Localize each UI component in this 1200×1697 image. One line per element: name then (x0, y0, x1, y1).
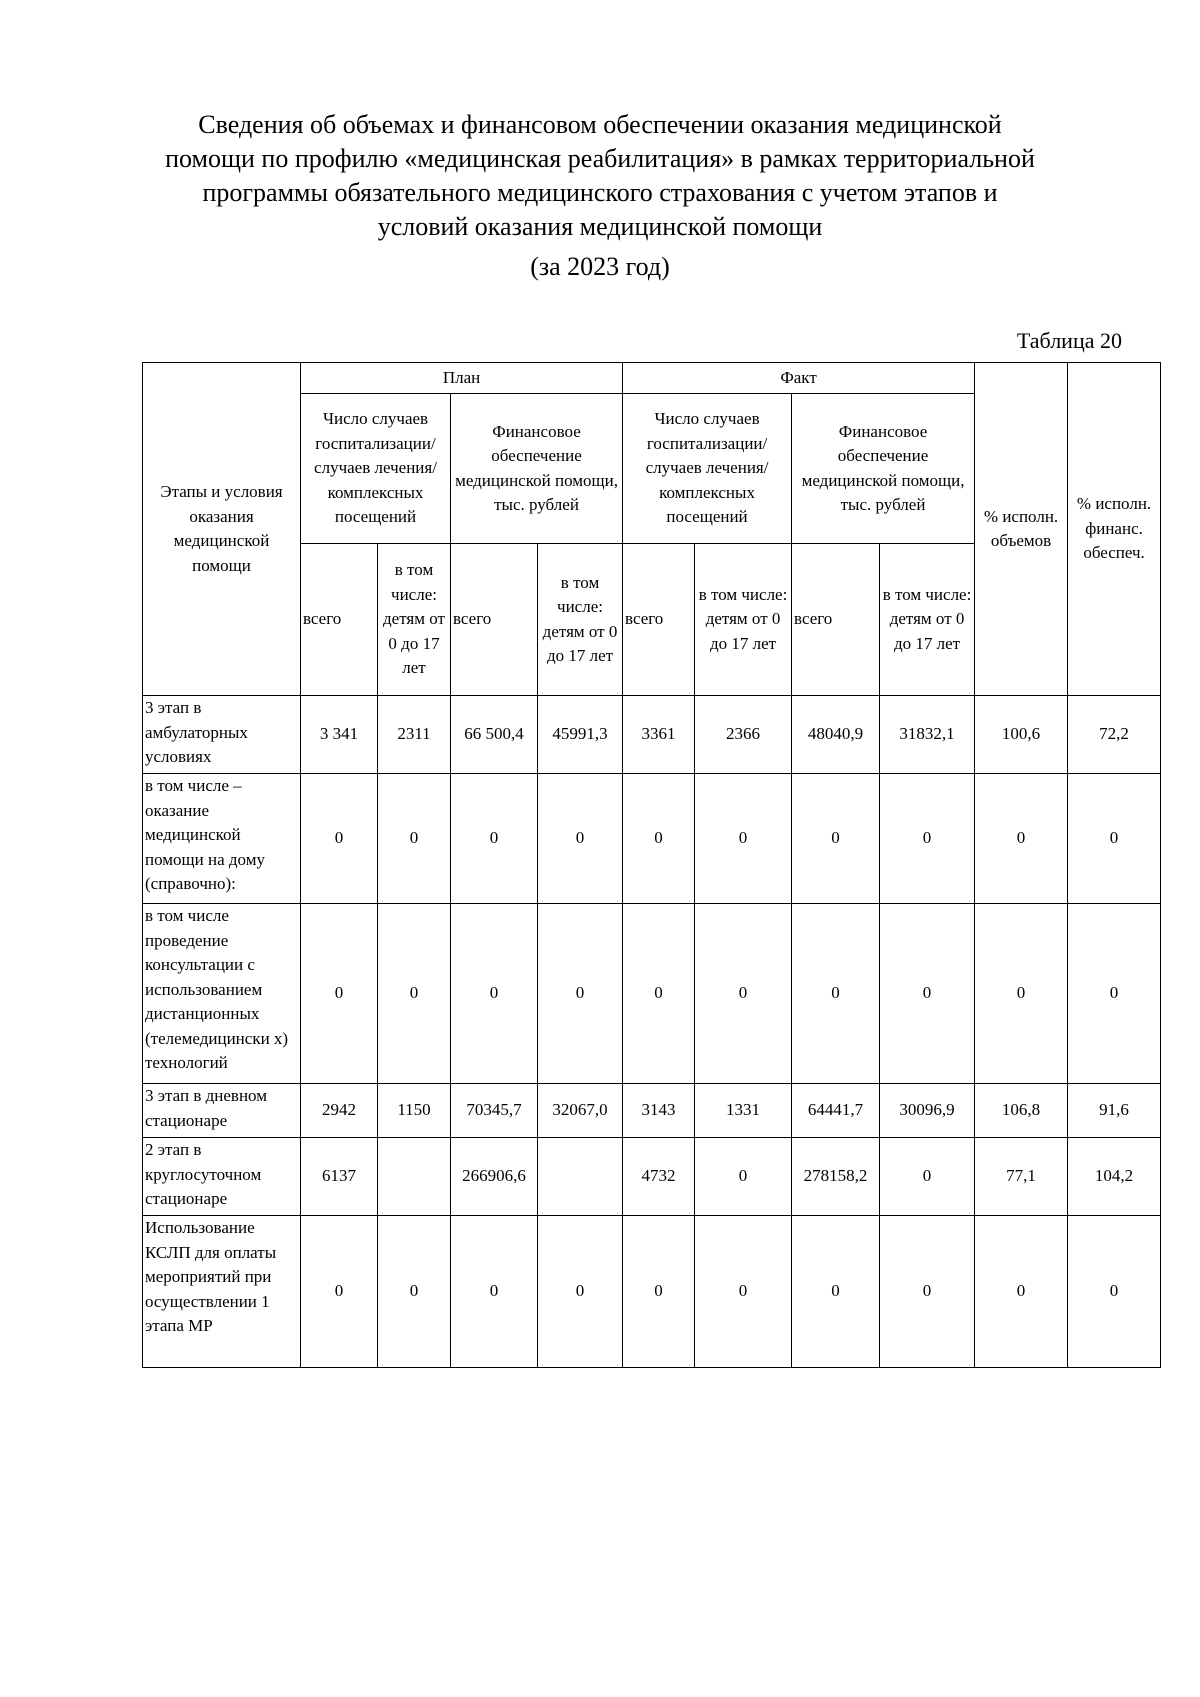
table-cell: 0 (880, 904, 975, 1084)
table-cell: 4732 (623, 1138, 695, 1216)
table-cell: 100,6 (975, 696, 1068, 774)
table-cell: 0 (880, 1138, 975, 1216)
row-label: 3 этап в дневном стационаре (143, 1084, 301, 1138)
header-plan-cases: Число случаев госпитализации/ случаев лечения/ комплексных посещений (301, 394, 451, 544)
table-cell: 70345,7 (451, 1084, 538, 1138)
table-cell: 0 (301, 774, 378, 904)
title-line-2: помощи по профилю «медицинская реабилитация» в рамках территориальной (165, 144, 1035, 173)
table-cell: 0 (695, 1216, 792, 1368)
table-cell: 0 (1068, 774, 1161, 904)
table-cell: 0 (301, 904, 378, 1084)
table-cell: 64441,7 (792, 1084, 880, 1138)
table-cell: 91,6 (1068, 1084, 1161, 1138)
header-plan-finance-total: всего (451, 544, 538, 696)
table-cell: 2942 (301, 1084, 378, 1138)
table-cell: 0 (301, 1216, 378, 1368)
table-cell: 3143 (623, 1084, 695, 1138)
row-label: 2 этап в круглосуточном стационаре (143, 1138, 301, 1216)
table-cell: 106,8 (975, 1084, 1068, 1138)
table-cell (538, 1138, 623, 1216)
header-fact-finance-children: в том числе: детям от 0 до 17 лет (880, 544, 975, 696)
table-row (143, 774, 1161, 904)
row-label: в том числе – оказание медицинской помощи на дому (справочно): (143, 774, 301, 904)
header-fact-finance: Финансовое обеспечение медицинской помощи, тыс. рублей (792, 394, 975, 544)
table-cell: 3361 (623, 696, 695, 774)
table-cell: 0 (378, 904, 451, 1084)
table-cell: 66 500,4 (451, 696, 538, 774)
table-cell: 0 (880, 774, 975, 904)
table-cell: 0 (538, 904, 623, 1084)
table-cell: 48040,9 (792, 696, 880, 774)
table-cell: 77,1 (975, 1138, 1068, 1216)
table-cell: 0 (451, 904, 538, 1084)
table-cell: 6137 (301, 1138, 378, 1216)
title-line-1: Сведения об объемах и финансовом обеспечении оказания медицинской (198, 110, 1002, 139)
table-cell: 1331 (695, 1084, 792, 1138)
table-cell: 0 (975, 774, 1068, 904)
header-pct-volume: % исполн. объемов (975, 363, 1068, 696)
table-cell: 0 (695, 1138, 792, 1216)
header-fact-cases-total: всего (623, 544, 695, 696)
table-cell: 0 (792, 904, 880, 1084)
table-cell: 2366 (695, 696, 792, 774)
title-year: (за 2023 год) (530, 252, 670, 281)
table-cell: 0 (623, 904, 695, 1084)
table-cell: 0 (975, 1216, 1068, 1368)
row-label: в том числе проведение консультации с использованием дистанционных (телемедицински х) технологий (143, 904, 301, 1084)
table-cell: 104,2 (1068, 1138, 1161, 1216)
table-cell: 0 (792, 774, 880, 904)
table-cell: 0 (378, 774, 451, 904)
header-fact-cases-children: в том числе: детям от 0 до 17 лет (695, 544, 792, 696)
table-cell: 2311 (378, 696, 451, 774)
table-caption: Таблица 20 (1016, 328, 1122, 353)
table-cell: 266906,6 (451, 1138, 538, 1216)
table-cell: 3 341 (301, 696, 378, 774)
row-label: Использование КСЛП для оплаты мероприятий при осуществлении 1 этапа МР (143, 1216, 301, 1368)
table-cell: 0 (792, 1216, 880, 1368)
document-title (150, 108, 1050, 284)
header-fact-finance-total: всего (792, 544, 880, 696)
table-cell: 0 (451, 774, 538, 904)
table-cell: 0 (1068, 1216, 1161, 1368)
table-cell: 0 (451, 1216, 538, 1368)
table-cell: 1150 (378, 1084, 451, 1138)
table-row (143, 1216, 1161, 1368)
header-plan-cases-children: в том числе: детям от 0 до 17 лет (378, 544, 451, 696)
title-line-4: условий оказания медицинской помощи (377, 212, 823, 241)
table-row (143, 1084, 1161, 1138)
header-pct-finance: % исполн. финанс. обеспеч. (1068, 363, 1161, 696)
table-cell: 30096,9 (880, 1084, 975, 1138)
header-fact-cases: Число случаев госпитализации/ случаев лечения/ комплексных посещений (623, 394, 792, 544)
header-stage: Этапы и условия оказания медицинской помощи (143, 363, 301, 696)
header-plan: План (301, 363, 623, 394)
table-cell: 45991,3 (538, 696, 623, 774)
table-cell: 278158,2 (792, 1138, 880, 1216)
table-row (143, 904, 1161, 1084)
table-cell: 31832,1 (880, 696, 975, 774)
header-fact: Факт (623, 363, 975, 394)
table-cell: 72,2 (1068, 696, 1161, 774)
table-cell: 0 (623, 1216, 695, 1368)
table-cell: 0 (1068, 904, 1161, 1084)
data-table (142, 362, 1161, 1368)
table-cell: 0 (975, 904, 1068, 1084)
table-cell: 0 (695, 904, 792, 1084)
table-cell: 0 (695, 774, 792, 904)
table-row (143, 696, 1161, 774)
table-row (143, 1138, 1161, 1216)
table-cell: 32067,0 (538, 1084, 623, 1138)
row-label: 3 этап в амбулаторных условиях (143, 696, 301, 774)
table-cell: 0 (538, 774, 623, 904)
table-cell (378, 1138, 451, 1216)
table-cell: 0 (538, 1216, 623, 1368)
header-plan-finance-children: в том числе: детям от 0 до 17 лет (538, 544, 623, 696)
table-cell: 0 (378, 1216, 451, 1368)
header-plan-finance: Финансовое обеспечение медицинской помощи, тыс. рублей (451, 394, 623, 544)
header-plan-cases-total: всего (301, 544, 378, 696)
table-cell: 0 (880, 1216, 975, 1368)
title-line-3: программы обязательного медицинского страхования с учетом этапов и (202, 178, 998, 207)
table-cell: 0 (623, 774, 695, 904)
